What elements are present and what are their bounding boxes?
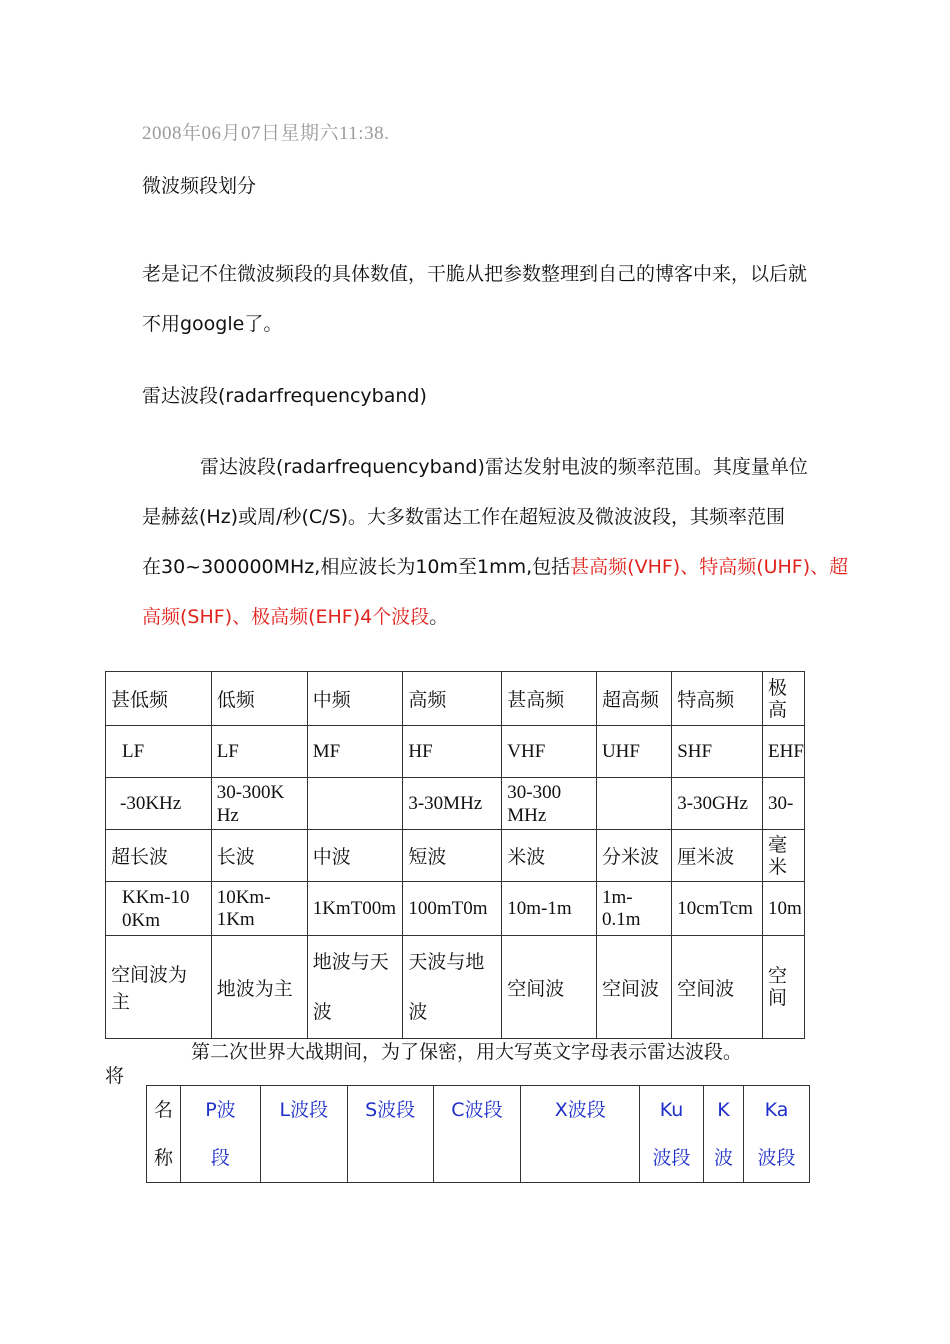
ww2-text: 第二次世界大战期间，为了保密，用大写英文字母表示雷达波段。将 (105, 1041, 743, 1087)
table-row (106, 936, 805, 1039)
band-cell: S波段 (347, 1086, 433, 1183)
table-cell: 米波 (502, 830, 597, 882)
table-cell (106, 882, 212, 936)
table-cell (403, 936, 502, 1039)
table-cell (763, 936, 805, 1039)
intro-line-1: 老是记不住微波频段的具体数值，干脆从把参数整理到自己的博客中来，以后就 (142, 263, 808, 285)
table-cell: 空间波为主 (106, 936, 212, 1039)
table-row (147, 1086, 810, 1183)
table-cell: 短波 (403, 830, 502, 882)
table-row (106, 672, 805, 726)
radar-para-line-4-end: 。 (429, 606, 449, 628)
table-cell-text: 毫米 (768, 833, 788, 878)
table-cell: 超长波 (106, 830, 212, 882)
band-label: Ka波段 (757, 1099, 796, 1169)
table-row (106, 778, 805, 830)
table-cell: 地波为主 (211, 936, 307, 1039)
table-cell: 30- (763, 778, 805, 830)
radar-para-line-3 (142, 552, 848, 579)
band-header-cell (147, 1086, 181, 1183)
radar-para-line-3-plain: 在30~300000MHz,相应波长为10m至1mm,包括 (142, 556, 571, 578)
band-label: Ku波段 (652, 1099, 691, 1169)
table-cell: LF (211, 726, 307, 778)
table-cell: 甚低频 (106, 672, 212, 726)
table-cell: 极高 (763, 672, 805, 726)
table-cell: EHF (763, 726, 805, 778)
table-cell: 100mT0m (403, 882, 502, 936)
table-cell: 空间波 (502, 936, 597, 1039)
table-cell (307, 778, 403, 830)
table-cell: 长波 (211, 830, 307, 882)
table-cell: UHF (596, 726, 671, 778)
table-cell-text: 地波与天波 (312, 951, 389, 1023)
band-label: K波 (714, 1099, 734, 1169)
table-cell: 3-30GHz (672, 778, 763, 830)
band-header-text: 名称 (153, 1099, 173, 1169)
table-cell: 中频 (307, 672, 403, 726)
table-cell: 空间波 (596, 936, 671, 1039)
table-cell: 低频 (211, 672, 307, 726)
table-cell: 特高频 (672, 672, 763, 726)
table-cell: HF (403, 726, 502, 778)
table-cell-text: KKm-100Km (122, 886, 190, 931)
table-cell (211, 778, 307, 830)
intro-line-2: 不用google了。 (142, 313, 283, 335)
radar-heading: 雷达波段(radarfrequencyband) (142, 385, 427, 407)
table-cell: 甚高频 (502, 672, 597, 726)
band-cell: L波段 (260, 1086, 347, 1183)
table-cell: VHF (502, 726, 597, 778)
table-row (106, 882, 805, 936)
table-cell: 10m (763, 882, 805, 936)
band-cell: X波段 (521, 1086, 640, 1183)
post-title: 微波频段划分 (142, 175, 257, 197)
table-cell: MF (307, 726, 403, 778)
band-letter-table (146, 1085, 810, 1183)
table-cell: 1KmT00m (307, 882, 403, 936)
table-cell: 3-30MHz (403, 778, 502, 830)
table-cell-text: 30-300MHz (507, 781, 562, 826)
table-cell: 10m-1m (502, 882, 597, 936)
table-cell (502, 778, 597, 830)
table-cell (596, 778, 671, 830)
table-cell: SHF (672, 726, 763, 778)
table-cell: 超高频 (596, 672, 671, 726)
table-cell-text: 30-300KHz (216, 781, 285, 826)
table-cell: 空间波 (672, 936, 763, 1039)
table-cell-text: 天波与地波 (408, 951, 485, 1023)
radar-para-line-2: 是赫兹(Hz)或周/秒(C/S)。大多数雷达工作在超短波及微波波段，其频率范围 (142, 506, 786, 528)
ww2-paragraph (105, 1040, 755, 1088)
table-cell: 中波 (307, 830, 403, 882)
band-cell (744, 1086, 810, 1183)
table-row (106, 726, 805, 778)
band-cell: C波段 (433, 1086, 521, 1183)
radar-para-line-3-highlight: 甚高频(VHF)、特高频(UHF)、超 (570, 556, 849, 578)
table-cell-text: 空间 (768, 965, 788, 1009)
table-cell: 10Km-1Km (211, 882, 307, 936)
band-cell (180, 1086, 260, 1183)
radar-para-line-4 (142, 602, 448, 629)
post-date: 2008年06月07日星期六11:38. (142, 123, 390, 144)
table-cell: LF (106, 726, 212, 778)
table-row (106, 830, 805, 882)
radar-para-line-4-highlight: 高频(SHF)、极高频(EHF)4个波段 (142, 606, 430, 628)
band-cell (704, 1086, 744, 1183)
table-cell: -30KHz (106, 778, 212, 830)
table-cell: 厘米波 (672, 830, 763, 882)
table-cell (307, 936, 403, 1039)
table-cell (763, 830, 805, 882)
radar-para-line-1: 雷达波段(radarfrequencyband)雷达发射电波的频率范围。其度量单位 (200, 456, 808, 478)
band-label: P波段 (205, 1099, 236, 1169)
table-cell: 分米波 (596, 830, 671, 882)
table-cell: 高频 (403, 672, 502, 726)
table-cell: 1m-0.1m (596, 882, 671, 936)
band-cell (640, 1086, 704, 1183)
table-cell: 10cmTcm (672, 882, 763, 936)
frequency-table (105, 671, 805, 1039)
